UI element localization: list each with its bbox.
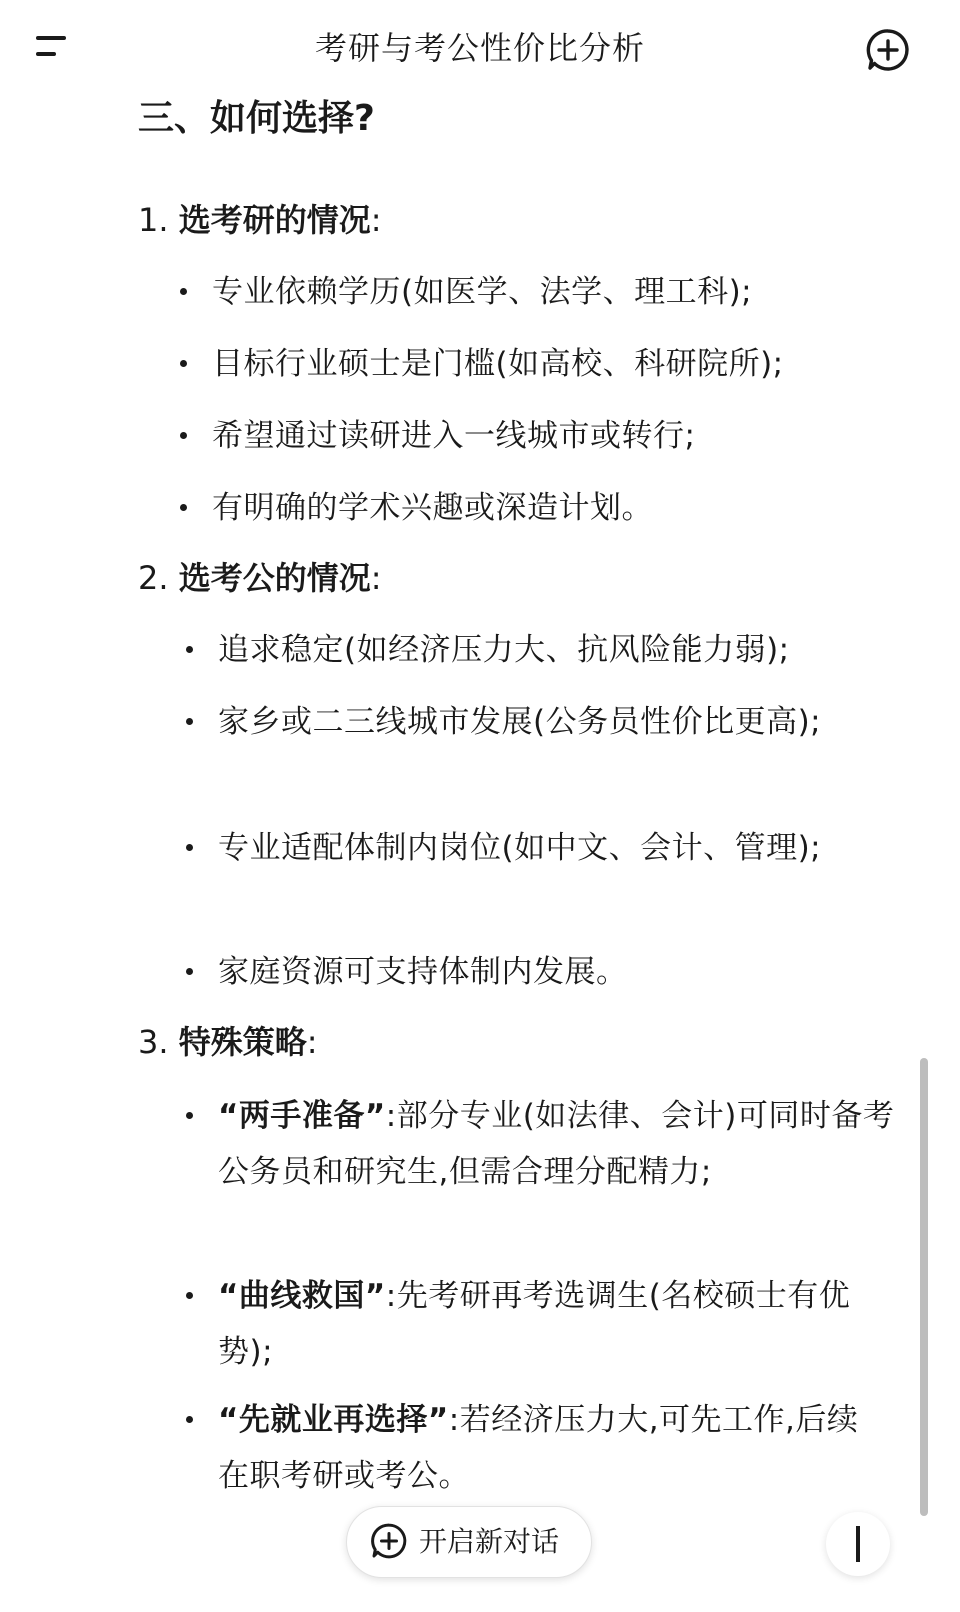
list-item: 有明确的学术兴趣或深造计划。 xyxy=(180,480,910,536)
bullet-icon xyxy=(180,504,187,511)
strategy-desc: :部分专业(如法律、会计)可同时备考公务员和研究生,但需合理分配精力; xyxy=(218,1098,895,1190)
section-3-title: 特殊策略 xyxy=(178,1023,307,1061)
list-item xyxy=(186,1088,896,1200)
section-1-colon: : xyxy=(370,201,382,239)
section-1-number: 1. xyxy=(138,201,169,239)
section-2-number: 2. xyxy=(138,559,169,597)
bullet-icon xyxy=(186,718,193,725)
menu-icon xyxy=(36,36,66,40)
section-2-heading xyxy=(138,554,382,602)
top-bar xyxy=(0,0,960,96)
new-chat-button[interactable] xyxy=(346,1506,592,1578)
strategy-name: “两手准备” xyxy=(218,1098,386,1134)
section-3-number: 3. xyxy=(138,1023,169,1061)
section-2-colon: : xyxy=(370,559,382,597)
caret-icon xyxy=(856,1526,860,1562)
menu-icon-line xyxy=(36,52,56,56)
strategy-name: “先就业再选择” xyxy=(218,1402,449,1438)
section-1-title: 选考研的情况 xyxy=(178,201,371,239)
list-item: 专业适配体制内岗位(如中文、会计、管理); xyxy=(186,820,866,876)
bullet-icon xyxy=(180,288,187,295)
bullet-icon xyxy=(186,1112,193,1119)
bullet-icon xyxy=(186,844,193,851)
bullet-icon xyxy=(186,1292,193,1299)
section-1-heading xyxy=(138,196,382,244)
list-item: 家乡或二三线城市发展(公务员性价比更高); xyxy=(186,694,866,750)
new-chat-button-top[interactable] xyxy=(864,26,912,74)
list-item: 家庭资源可支持体制内发展。 xyxy=(186,944,886,1000)
list-item: 希望通过读研进入一线城市或转行; xyxy=(180,408,910,464)
list-item: 追求稳定(如经济压力大、抗风险能力弱); xyxy=(186,622,910,678)
bullet-icon xyxy=(186,1416,193,1423)
strategy-desc: :若经济压力大,可先工作,后续在职考研或考公。 xyxy=(218,1402,859,1494)
scrollbar[interactable] xyxy=(920,1058,928,1516)
section-3-heading xyxy=(138,1018,318,1066)
new-chat-icon xyxy=(369,1521,409,1561)
bullet-icon xyxy=(180,360,187,367)
section-3-colon: : xyxy=(306,1023,318,1061)
page-title: 考研与考公性价比分析 xyxy=(314,29,645,67)
side-action-button[interactable] xyxy=(826,1512,890,1576)
list-item xyxy=(186,1268,886,1380)
new-chat-icon xyxy=(864,26,912,74)
bullet-icon xyxy=(180,432,187,439)
bullet-icon xyxy=(186,646,193,653)
list-item: 专业依赖学历(如医学、法学、理工科); xyxy=(180,264,910,320)
strategy-name: “曲线救国” xyxy=(218,1278,386,1314)
list-item xyxy=(186,1392,886,1504)
strategy-desc: :先考研再考选调生(名校硕士有优势); xyxy=(218,1278,851,1370)
section-2-title: 选考公的情况 xyxy=(178,559,371,597)
menu-button[interactable] xyxy=(30,30,74,66)
list-item: 目标行业硕士是门槛(如高校、科研院所); xyxy=(180,336,910,392)
section-heading: 三、如何选择? xyxy=(138,98,375,139)
bullet-icon xyxy=(186,968,193,975)
new-chat-label: 开启新对话 xyxy=(419,1525,560,1558)
